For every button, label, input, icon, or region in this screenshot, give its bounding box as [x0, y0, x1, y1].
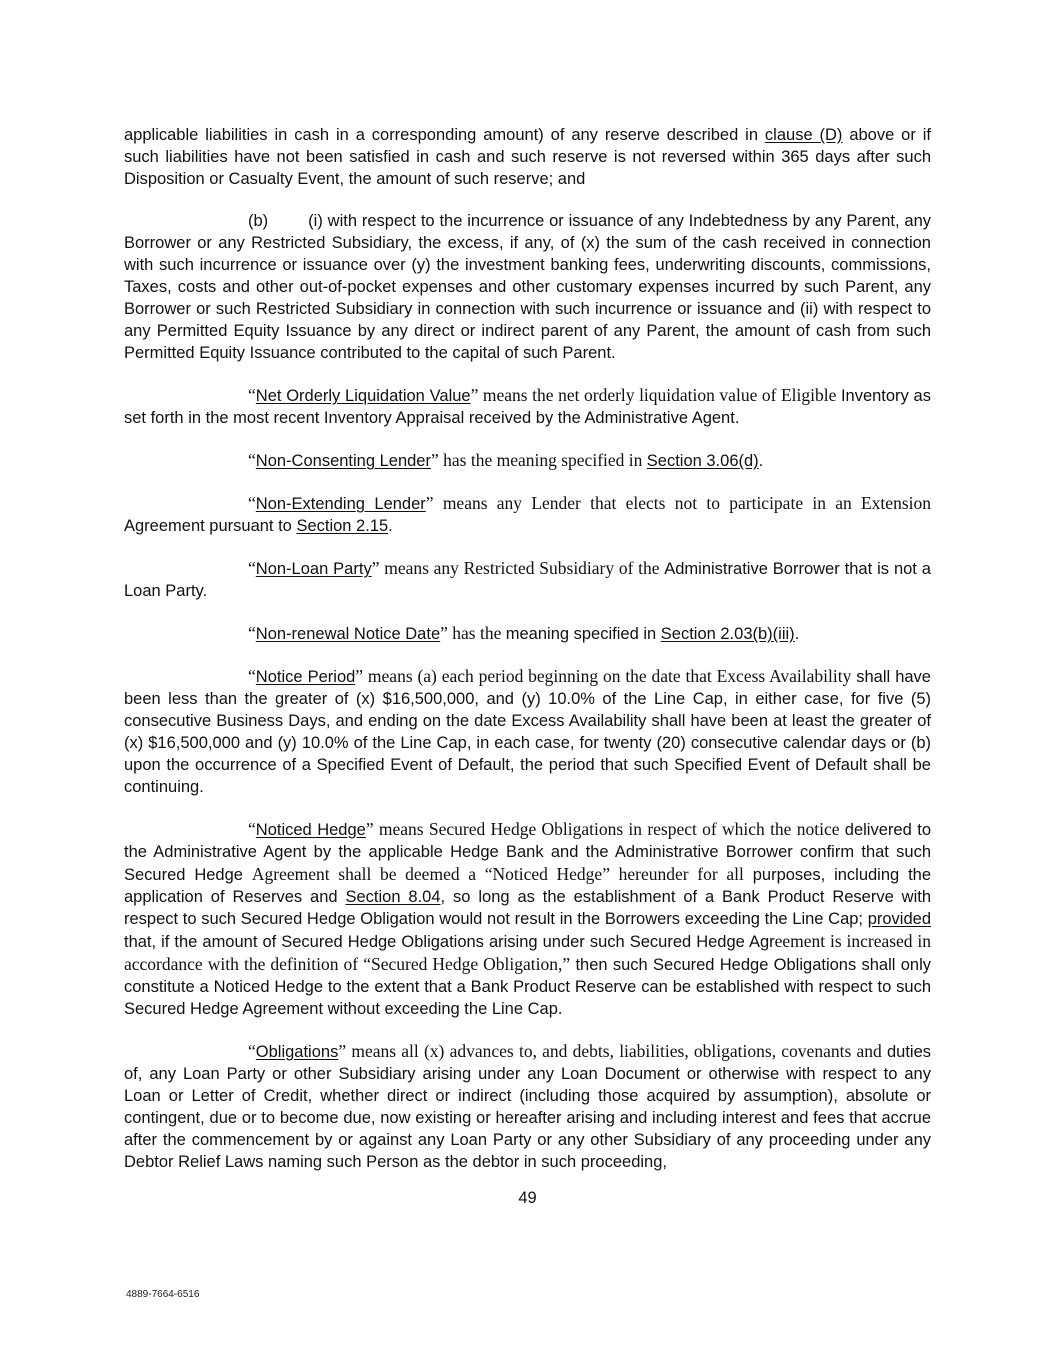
- defined-term: Obligations: [255, 1043, 339, 1061]
- defined-term: Non-Extending Lender: [255, 495, 426, 513]
- proviso-provided: provided: [867, 910, 931, 928]
- defined-term: Non-Loan Party: [255, 560, 372, 578]
- definition-non-extending-lender: “Non-Extending Lender” means any Lender that elects not to participate in an Extension Agreement pursuant to Section 2.15.: [124, 493, 931, 535]
- definition-non-renewal-notice-date: “Non-renewal Notice Date” has the meaning specified in Section 2.03(b)(iii).: [248, 623, 800, 643]
- defined-term: Notice Period: [255, 668, 356, 686]
- definition-non-loan-party: “Non-Loan Party” means any Restricted Subsidiary of the Administrative Borrower that is not a Loan Party.: [124, 558, 931, 600]
- page-number: 49: [518, 1189, 537, 1207]
- cross-reference-section-3-06-d: Section 3.06(d): [646, 452, 759, 470]
- definition-non-consenting-lender: “Non-Consenting Lender” has the meaning specified in Section 3.06(d).: [248, 450, 764, 470]
- cross-reference-section-8-04: Section 8.04: [345, 888, 441, 906]
- document-id: 4889-7664-6516: [126, 1289, 200, 1300]
- document-body: [124, 124, 931, 1173]
- definition-noticed-hedge: “Noticed Hedge” means Secured Hedge Obligations in respect of which the notice delivered to the Administrative Agent by the applicable Hedge Bank and the Administrative Borrower confirm that such Secured Hedge Agreement shall be deemed a “Noticed Hedge” hereunder for all purposes, including the application of Reserves and Section 8.04, so long as the establishment of a Bank Product Reserve with respect to such Secured Hedge Obligation would not result in the Borrowers exceeding the Line Cap; provided that, if the amount of Secured Hedge Obligations arising under such Secured Hedge Agreement is increased in accordance with the definition of “Secured Hedge Obligation,” then such Secured Hedge Obligations shall only constitute a Noticed Hedge to the extent that a Bank Product Reserve can be established with respect to such Secured Hedge Agreement without exceeding the Line Cap.: [124, 819, 932, 1018]
- definition-obligations: “Obligations” means all (x) advances to, and debts, liabilities, obligations, covenants and duties of, any Loan Party or other Subsidiary arising under any Loan Document or otherwise with respect to any Loan or Letter of Credit, whether direct or indirect (including those acquired by assumption), absolute or contingent, due or to become due, now existing or hereafter arising and including interest and fees that accrue after the commencement by or against any Loan Party or any other Subsidiary of any proceeding under any Debtor Relief Laws naming such Person as the debtor in such proceeding,: [124, 1041, 931, 1171]
- clause-label: (b): [248, 212, 269, 230]
- defined-term: Noticed Hedge: [255, 821, 366, 839]
- defined-term: Non-Consenting Lender: [255, 452, 431, 470]
- paragraph-reserve-continuation: applicable liabilities in cash in a corresponding amount) of any reserve described in clause (D) above or if such liabilities have not been satisfied in cash and such reserve is not reversed within 365 days after such Disposition or Casualty Event, the amount of such reserve; and: [124, 126, 931, 188]
- defined-term: Non-renewal Notice Date: [255, 625, 441, 643]
- definition-net-orderly-liquidation-value: “Net Orderly Liquidation Value” means the net orderly liquidation value of Eligible Inventory as set forth in the most recent Inventory Appraisal received by the Administrative Agent.: [124, 385, 931, 427]
- cross-reference-section-2-03-b-iii: Section 2.03(b)(iii): [660, 625, 795, 643]
- defined-term: Net Orderly Liquidation Value: [255, 387, 471, 405]
- definition-notice-period: “Notice Period” means (a) each period beginning on the date that Excess Availability shall have been less than the greater of (x) $16,500,000, and (y) 10.0% of the Line Cap, in either case, for five (5) consecutive Business Days, and ending on the date Excess Availability shall have been at least the greater of (x) $16,500,000 and (y) 10.0% of the Line Cap, in each case, for twenty (20) consecutive calendar days or (b) upon the occurrence of a Specified Event of Default, the period that such Specified Event of Default shall be continuing.: [124, 666, 931, 796]
- cross-reference-clause-d: clause (D): [764, 126, 843, 144]
- paragraph-clause-b: (b) (i) with respect to the incurrence or issuance of any Indebtedness by any Parent, any Borrower or any Restricted Subsidiary, the excess, if any, of (x) the sum of the cash received in connection with such incurrence or issuance over (y) the investment banking fees, underwriting discounts, commissions, Taxes, costs and other out-of-pocket expenses and other customary expenses incurred by such Parent, any Borrower or such Restricted Subsidiary in connection with such incurrence or issuance and (ii) with respect to any Permitted Equity Issuance by any direct or indirect parent of any Parent, the amount of cash from such Permitted Equity Issuance contributed to the capital of such Parent.: [124, 212, 931, 362]
- cross-reference-section-2-15: Section 2.15: [296, 517, 389, 535]
